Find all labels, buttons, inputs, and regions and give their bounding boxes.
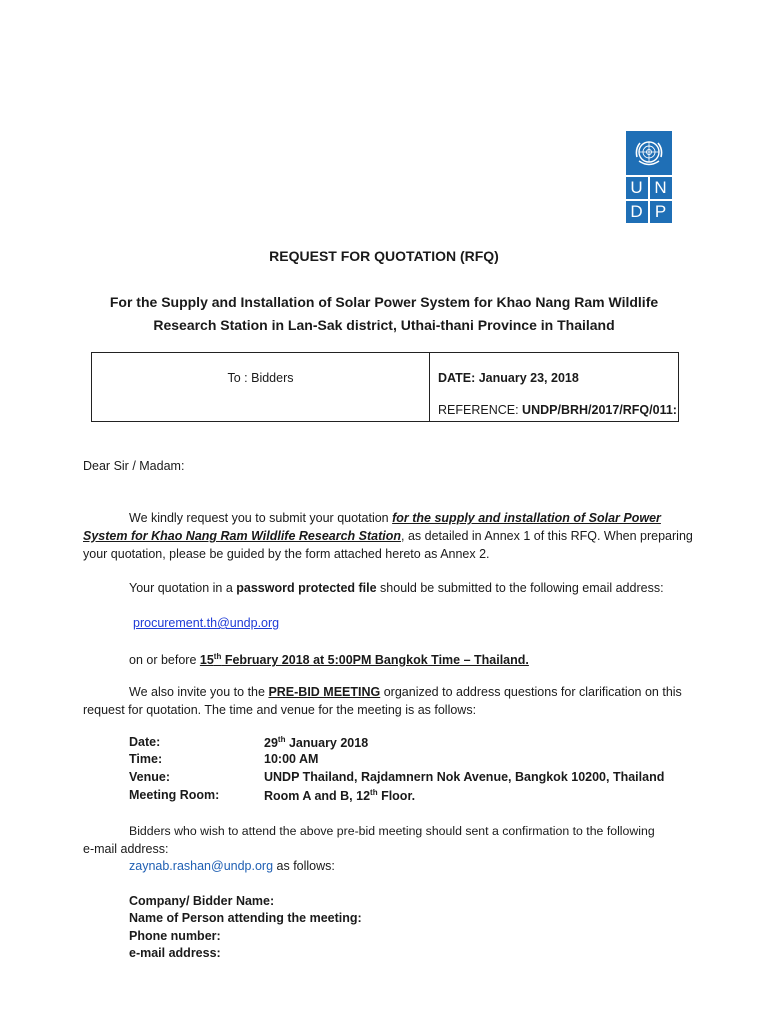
para4-line1: Bidders who wish to attend the above pre-bid meeting should sent a confirmation to the following xyxy=(129,824,655,838)
meeting-time-value: 10:00 AM xyxy=(264,752,319,766)
para3-rest: organized to address questions for clarification on this xyxy=(380,685,682,699)
para1-line3: your quotation, please be guided by the form attached hereto as Annex 2. xyxy=(83,547,490,561)
subtitle-line-2: Research Station in Lan-Sak district, Uthai-thani Province in Thailand xyxy=(153,317,615,333)
salutation: Dear Sir / Madam: xyxy=(83,459,185,473)
reference-label: REFERENCE: xyxy=(438,403,523,417)
document-title: REQUEST FOR QUOTATION (RFQ) xyxy=(269,248,499,264)
para1-line1 xyxy=(129,509,661,527)
form-field-phone: Phone number: xyxy=(129,929,221,943)
logo-letter-p: P xyxy=(654,202,667,221)
para2 xyxy=(129,579,664,597)
logo-letter-u: U xyxy=(630,178,643,197)
meeting-room-value xyxy=(264,788,415,803)
para2-rest: should be submitted to the following email address: xyxy=(376,581,664,595)
para1-rest: , as detailed in Annex 1 of this RFQ. When preparing xyxy=(401,529,693,543)
para4-line3 xyxy=(129,857,335,875)
procurement-email-link[interactable]: procurement.th@undp.org xyxy=(133,616,280,630)
deadline-rest: February 2018 at 5:00PM Bangkok Time – Thailand. xyxy=(221,653,529,668)
para4-after-email: as follows: xyxy=(273,859,335,873)
para2-bold: password protected file xyxy=(236,581,377,595)
deadline-day: 15 xyxy=(199,653,214,668)
form-field-company: Company/ Bidder Name: xyxy=(129,894,275,908)
deadline-lead: on or before xyxy=(129,653,200,668)
reference-value: UNDP/BRH/2017/RFQ/011: xyxy=(522,403,677,417)
para3-line1 xyxy=(129,683,682,701)
meeting-date-rest: January 2018 xyxy=(285,736,369,751)
document-subtitle xyxy=(0,291,768,337)
para3-line2: request for quotation. The time and venue for the meeting is as follows: xyxy=(83,703,477,717)
meeting-venue-value: UNDP Thailand, Rajdamnern Nok Avenue, Bangkok 10200, Thailand xyxy=(264,770,665,784)
table-divider xyxy=(429,353,430,421)
meeting-room-label: Meeting Room: xyxy=(129,788,220,802)
meeting-room-a: Room A and B, 12 xyxy=(264,789,371,804)
meeting-date-sup: th xyxy=(277,735,286,744)
to-field: To : Bidders xyxy=(227,371,294,385)
para1-emphasis-2: System for Khao Nang Ram Wildlife Research Station xyxy=(83,529,402,543)
meeting-date-label: Date: xyxy=(129,735,161,749)
para2-lead: Your quotation in a xyxy=(129,581,237,595)
meeting-room-b: Floor. xyxy=(377,789,416,804)
deadline-line xyxy=(129,648,529,669)
para1-lead: We kindly request you to submit your quotation xyxy=(129,511,393,525)
subtitle-line-1: For the Supply and Installation of Solar Power System for Khao Nang Ram Wildlife xyxy=(109,294,659,310)
para4-line2: e-mail address: xyxy=(83,842,169,856)
deadline-value xyxy=(200,653,529,667)
form-field-email: e-mail address: xyxy=(129,946,221,960)
procurement-email-line xyxy=(133,614,279,632)
para3-bold: PRE-BID MEETING xyxy=(268,685,381,699)
date-field: DATE: January 23, 2018 xyxy=(438,371,579,385)
logo-letter-d: D xyxy=(630,202,643,221)
meeting-room-sup: th xyxy=(370,788,378,797)
meeting-date-value xyxy=(264,735,368,750)
meeting-venue-label: Venue: xyxy=(129,770,170,784)
para1-line2 xyxy=(83,527,693,545)
header-table xyxy=(91,352,679,422)
un-emblem-icon xyxy=(631,135,667,171)
form-field-attendee: Name of Person attending the meeting: xyxy=(129,911,362,925)
logo-letter-n: N xyxy=(654,178,667,197)
meeting-time-label: Time: xyxy=(129,752,163,766)
undp-logo xyxy=(626,131,672,223)
deadline-sup: th xyxy=(213,652,222,661)
para3-lead: We also invite you to the xyxy=(129,685,269,699)
para1-emphasis-1: for the supply and installation of Solar Power xyxy=(392,511,661,525)
reference-field xyxy=(438,403,677,417)
rsvp-email-link[interactable]: zaynab.rashan@undp.org xyxy=(129,859,274,873)
meeting-date-day: 29 xyxy=(264,736,278,751)
